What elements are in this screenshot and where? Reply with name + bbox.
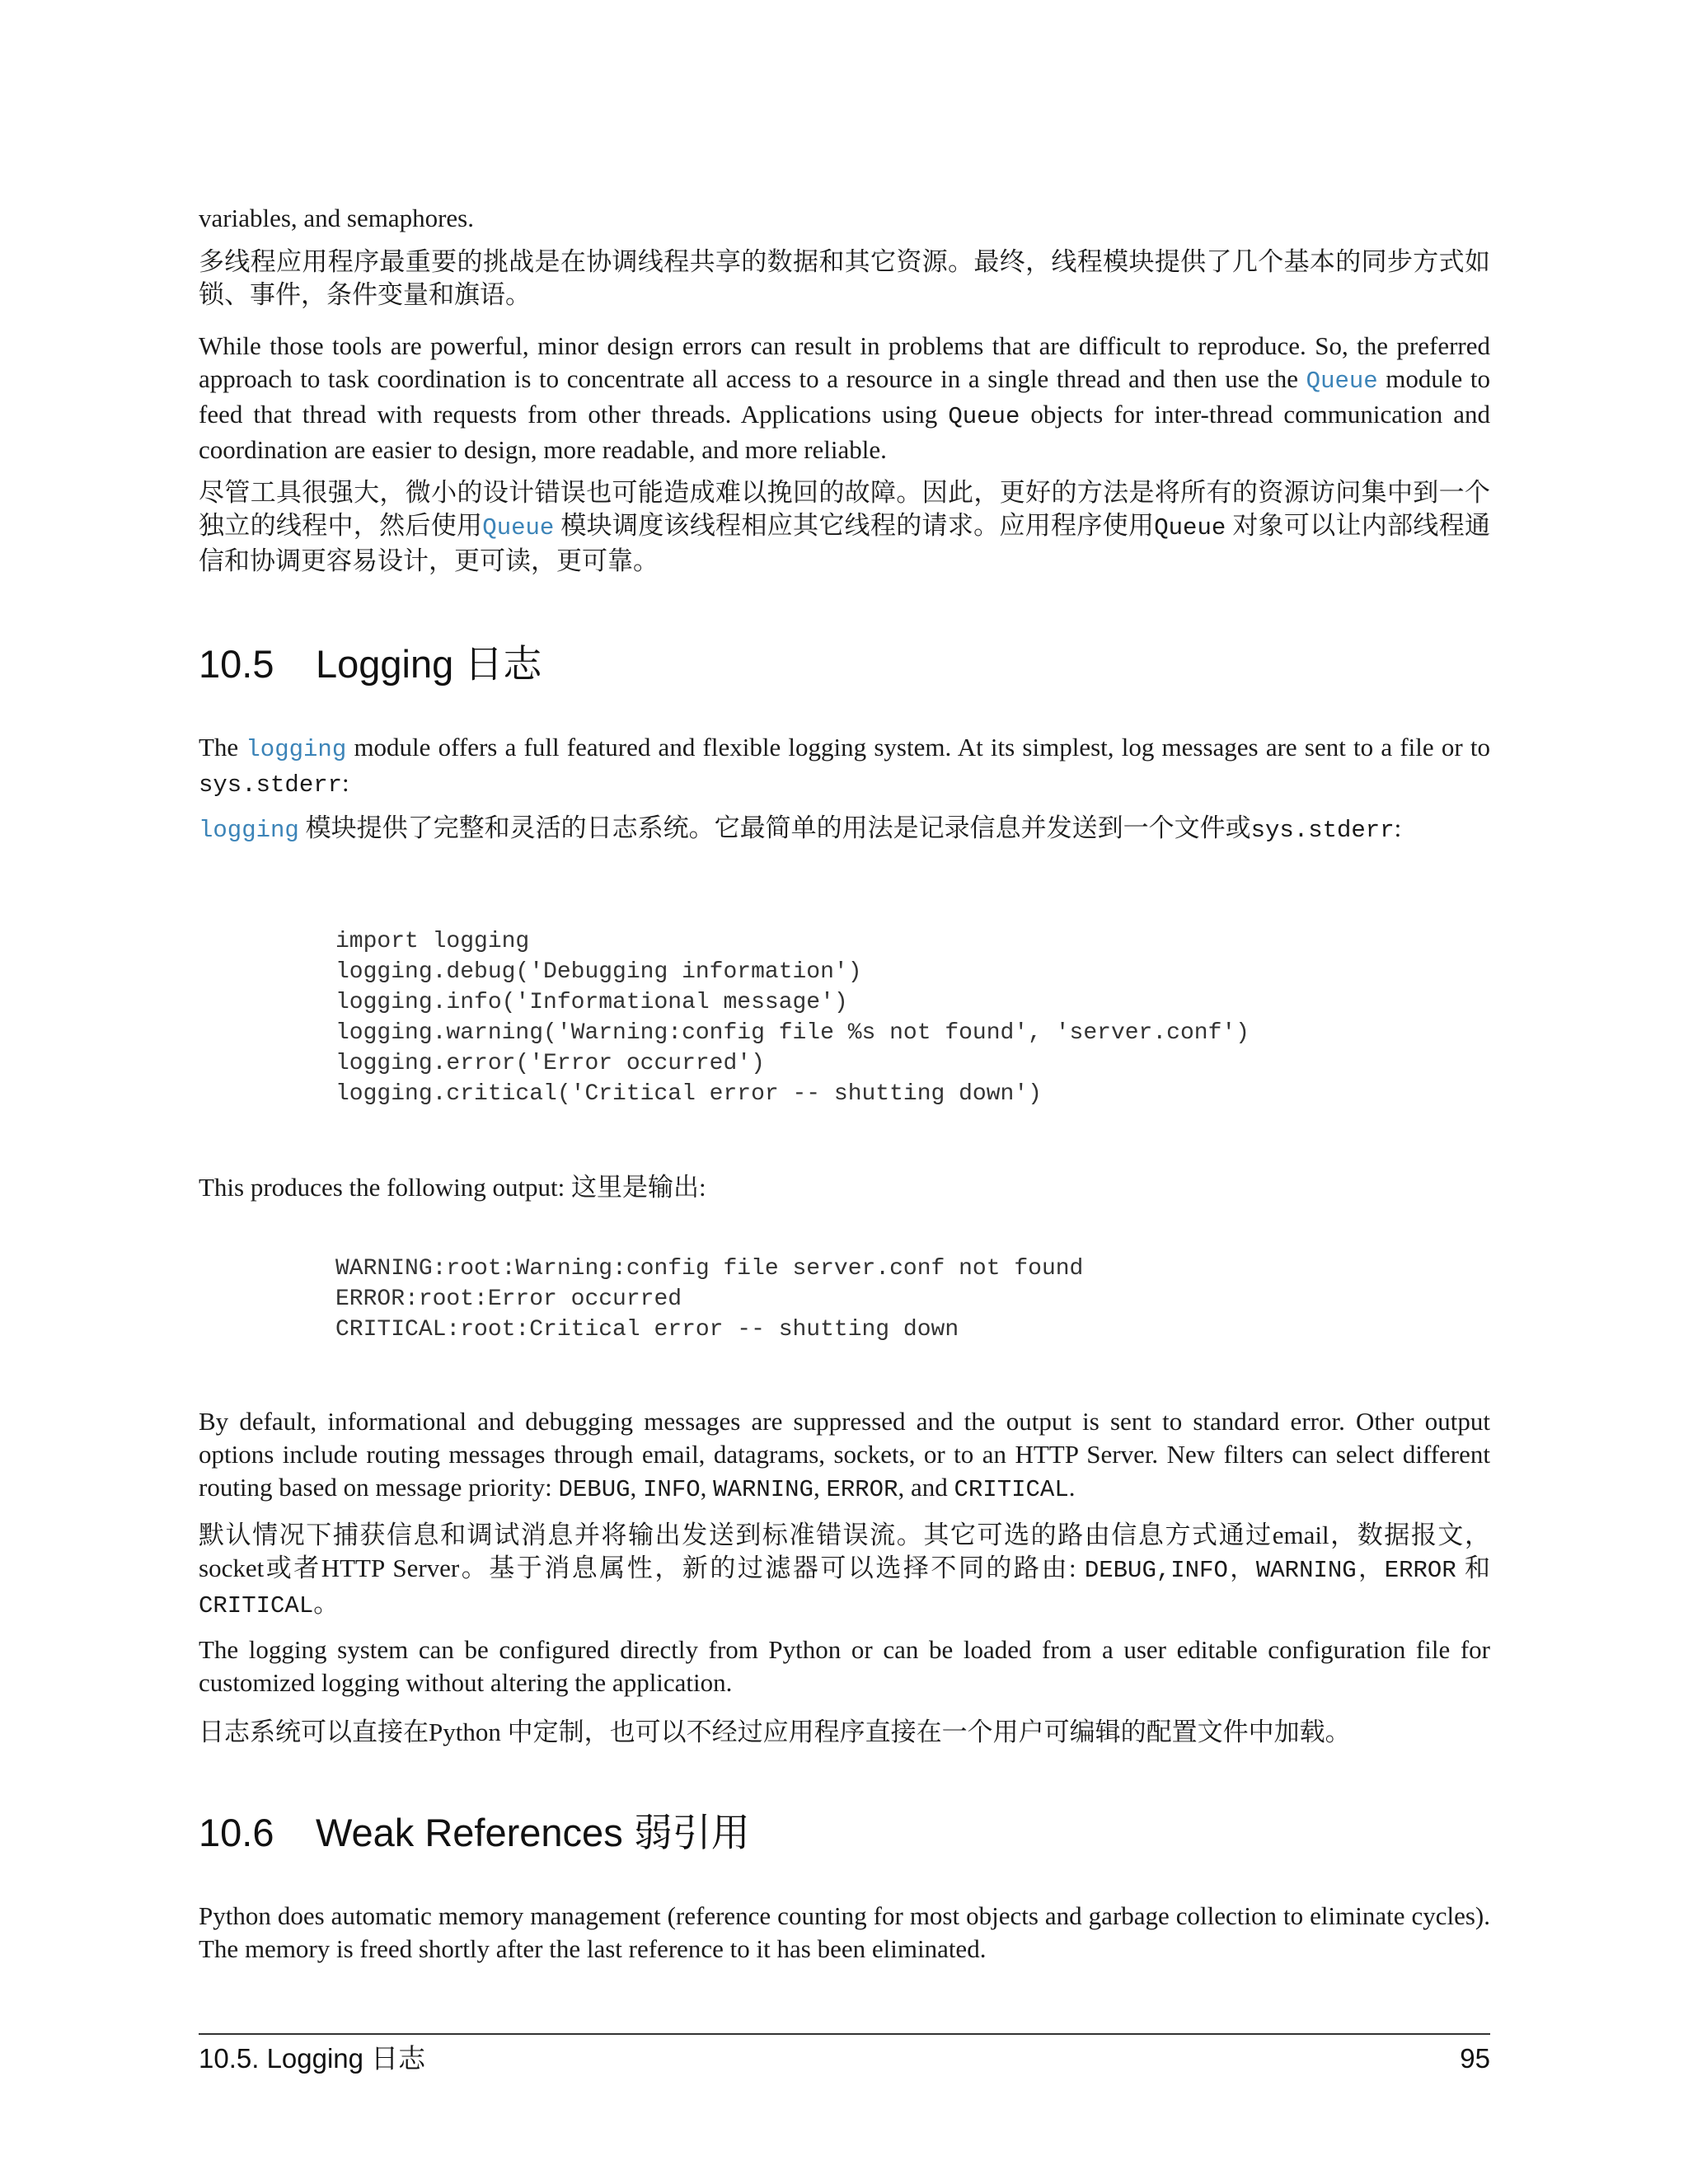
level-error: ERROR xyxy=(826,1476,898,1503)
level-critical: CRITICAL xyxy=(954,1476,1069,1503)
paragraph-config-zh: 日志系统可以直接在Python 中定制，也可以不经过应用程序直接在一个用户可编辑的配置文件中加载。 xyxy=(199,1718,1351,1746)
paragraph-logging-zh: logging 模块提供了完整和灵活的日志系统。它最简单的用法是记录信息并发送到一个文件或sys.stderr: xyxy=(199,813,1402,844)
section-number: 10.5 xyxy=(199,642,274,686)
paragraph-intro-zh: 多线程应用程序最重要的挑战是在协调线程共享的数据和其它资源。最终，线程模块提供了几个基本的同步方式如锁、事件，条件变量和旗语。 xyxy=(199,247,1490,309)
level-warning: WARNING xyxy=(713,1476,814,1503)
paragraph-logging: The logging module offers a full featured and flexible logging system. At its simplest, log messages are sent to a file or to sys.stderr: xyxy=(199,733,1490,799)
paragraph-config: The logging system can be configured directly from Python or can be loaded from a user editable configuration file for customized logging without altering the application. xyxy=(199,1635,1490,1697)
level-debug: DEBUG xyxy=(558,1476,631,1503)
code-block-logging: import logging logging.debug('Debugging information') logging.info('Informational message') logging.warning('Warning:config file %s not found', 'server.conf') logging.error('Error occurred') logging.critical('Critical error -- shutting down') xyxy=(335,929,1250,1107)
queue-code: Queue xyxy=(948,403,1020,430)
logging-link-zh[interactable]: logging xyxy=(199,817,299,844)
queue-code-zh: Queue xyxy=(1154,514,1226,541)
paragraph-tools-zh: 尽管工具很强大，微小的设计错误也可能造成难以挽回的故障。因此，更好的方法是将所有的资源访问集中到一个独立的线程中，然后使用Queue 模块调度该线程相应其它线程的请求。应用程序使用Queue 对象可以让内部线程通信和协调更容易设计，更可读，更可靠。 xyxy=(199,478,1491,575)
section-title: Logging 日志 xyxy=(316,642,542,686)
levels-code-zh: DEBUG,INFO，WARNING，ERROR xyxy=(1084,1557,1456,1584)
paragraph-tools: While those tools are powerful, minor design errors can result in problems that are difficult to reproduce. So, the preferred approach to task coordination is to concentrate all access to a resource in a single thread and then use the Queue module to feed that thread with requests from other threads. Applications using Queue objects for inter-thread communication and coordination are easier to design, more readable, and more reliable. xyxy=(199,331,1490,464)
section-title: Weak References 弱引用 xyxy=(316,1811,750,1854)
logging-link[interactable]: logging xyxy=(246,736,347,763)
footer-divider xyxy=(199,2033,1490,2035)
code-block-output: WARNING:root:Warning:config file server.conf not found ERROR:root:Error occurred CRITICAL:root:Critical error -- shutting down xyxy=(335,1256,1084,1343)
page-number: 95 xyxy=(1460,2043,1490,2074)
paragraph-weakref: Python does automatic memory management (reference counting for most objects and garbage collection to eliminate cycles). The memory is freed shortly after the last reference to it has been eliminated. xyxy=(199,1901,1490,1963)
level-info: INFO xyxy=(643,1476,701,1503)
stderr-code-zh: sys.stderr xyxy=(1250,817,1395,844)
section-heading-logging xyxy=(199,641,1490,687)
footer-section-title: 10.5. Logging 日志 xyxy=(199,2043,426,2074)
level-critical-zh: CRITICAL xyxy=(199,1592,314,1619)
page-footer xyxy=(199,2042,1490,2075)
queue-link[interactable]: Queue xyxy=(1306,368,1378,395)
stderr-code: sys.stderr xyxy=(199,771,343,799)
paragraph-intro-end: variables, and semaphores. xyxy=(199,204,474,232)
paragraph-default: By default, informational and debugging messages are suppressed and the output is sent to standard error. Other output options include routing messages through email, datagrams, sockets, or to an HTTP Server. New filters can select different routing based on message priority: DEBUG, INFO, WARNING, ERROR, and CRITICAL. xyxy=(199,1407,1490,1503)
section-number: 10.6 xyxy=(199,1811,274,1854)
paragraph-output: This produces the following output: 这里是输出: xyxy=(199,1173,706,1202)
queue-link-zh[interactable]: Queue xyxy=(482,514,555,541)
section-heading-weakref xyxy=(199,1810,1490,1856)
paragraph-default-zh: 默认情况下捕获信息和调试消息并将输出发送到标准错误流。其它可选的路由信息方式通过email，数据报文，socket或者HTTP Server。基于消息属性，新的过滤器可以选择不同的路由: DEBUG,INFO，WARNING，ERROR 和CRITICAL。 xyxy=(199,1521,1490,1619)
